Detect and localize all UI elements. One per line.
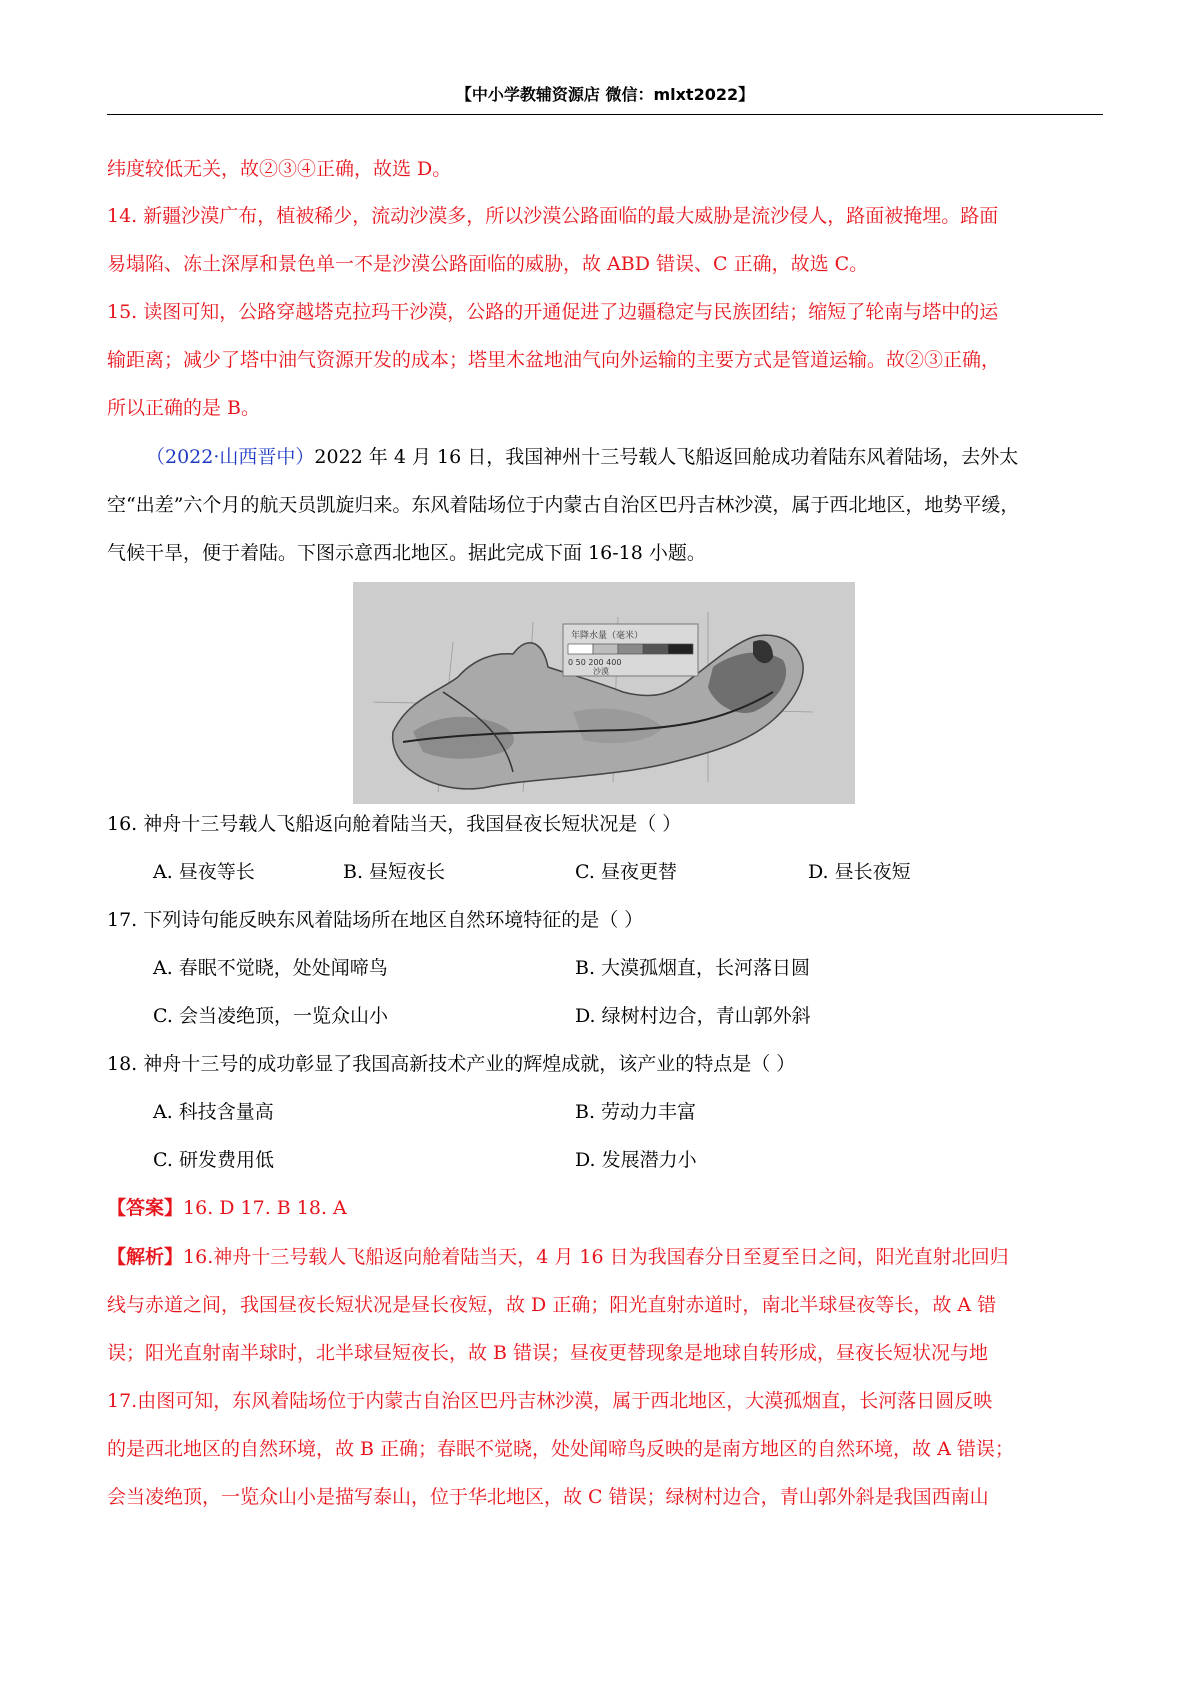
- answer-line: [107, 1199, 347, 1218]
- legend-title: 年降水量（毫米）: [571, 631, 644, 641]
- analysis-line4: 17.由图可知，东风着陆场位于内蒙古自治区巴丹吉林沙漠，属于西北地区，大漠孤烟直，长河落日圆反映: [107, 1390, 993, 1412]
- question-16-stem: 16. 神舟十三号载人飞船返向舱着陆当天，我国昼夜长短状况是（ ）: [107, 813, 682, 835]
- intro-line1-text: 2022 年 4 月 16 日，我国神州十三号载人飞船返回舱成功着陆东风着陆场，去外太: [314, 446, 1019, 468]
- header-divider: [107, 114, 1103, 115]
- analysis-label: 【解析】: [107, 1246, 184, 1268]
- analysis-line3: 误；阳光直射南半球时，北半球昼短夜长，故 B 错误；昼夜更替现象是地球自转形成，昼夜长短状况与地: [107, 1342, 989, 1364]
- intro-line3: 气候干旱，便于着陆。下图示意西北地区。据此完成下面 16-18 小题。: [107, 542, 706, 564]
- map-graphic: [353, 582, 855, 804]
- analysis-line1-text: 16.神舟十三号载人飞船返向舱着陆当天，4 月 16 日为我国春分日至夏至日之间，阳光直射北回归: [183, 1246, 1009, 1268]
- q18-option-a: A. 科技含量高: [153, 1101, 274, 1123]
- source-tag: （2022·山西晋中）: [146, 446, 315, 468]
- q16-option-c: C. 昼夜更替: [575, 861, 677, 883]
- analysis-line5: 的是西北地区的自然环境，故 B 正确；春眠不觉晓，处处闻啼鸟反映的是南方地区的自然环境，故 A 错误；: [107, 1438, 1014, 1460]
- q18-option-d: D. 发展潜力小: [575, 1149, 697, 1171]
- answer-label: 【答案】: [107, 1197, 184, 1219]
- analysis-q14-line2: 易塌陷、冻土深厚和景色单一不是沙漠公路面临的威胁，故 ABD 错误、C 正确，故选 C。: [107, 253, 869, 275]
- map-legend: [563, 624, 698, 676]
- q17-option-b: B. 大漠孤烟直，长河落日圆: [575, 957, 811, 979]
- legend-ticks: 0 50 200 400: [568, 658, 622, 667]
- legend-desert: 沙漠: [593, 667, 609, 676]
- question-18-stem: 18. 神舟十三号的成功彰显了我国高新技术产业的辉煌成就，该产业的特点是（ ）: [107, 1053, 796, 1075]
- q17-option-d: D. 绿树村边合，青山郭外斜: [575, 1005, 811, 1027]
- q18-option-b: B. 劳动力丰富: [575, 1101, 697, 1123]
- analysis-line2: 线与赤道之间，我国昼夜长短状况是昼长夜短，故 D 正确；阳光直射赤道时，南北半球昼夜等长，故 A 错: [107, 1294, 997, 1316]
- northwest-china-map: [353, 582, 855, 804]
- analysis-q15-line1: 15. 读图可知，公路穿越塔克拉玛干沙漠，公路的开通促进了边疆稳定与民族团结；缩短了轮南与塔中的运: [107, 301, 999, 323]
- analysis-q13-tail: 纬度较低无关，故②③④正确，故选 D。: [107, 158, 452, 180]
- analysis-q15-line2: 输距离；减少了塔中油气资源开发的成本；塔里木盆地油气向外运输的主要方式是管道运输。故②③正确，: [107, 349, 1001, 371]
- analysis-line6: 会当凌绝顶，一览众山小是描写泰山，位于华北地区，故 C 错误；绿树村边合，青山郭外斜是我国西南山: [107, 1486, 989, 1508]
- q16-option-b: B. 昼短夜长: [343, 861, 446, 883]
- answer-text: 16. D 17. B 18. A: [183, 1197, 347, 1219]
- analysis-q15-line3: 所以正确的是 B。: [107, 397, 261, 419]
- intro-line1: [146, 448, 1018, 467]
- q17-option-c: C. 会当凌绝顶，一览众山小: [153, 1005, 388, 1027]
- question-17-stem: 17. 下列诗句能反映东风着陆场所在地区自然环境特征的是（ ）: [107, 909, 644, 931]
- analysis-line1: [107, 1248, 1009, 1267]
- q17-option-a: A. 春眠不觉晓，处处闻啼鸟: [153, 957, 388, 979]
- analysis-q14-line1: 14. 新疆沙漠广布，植被稀少，流动沙漠多，所以沙漠公路面临的最大威胁是流沙侵人，路面被掩埋。路面: [107, 205, 999, 227]
- q16-option-d: D. 昼长夜短: [808, 861, 911, 883]
- intro-line2: 空“出差”六个月的航天员凯旋归来。东风着陆场位于内蒙古自治区巴丹吉林沙漠，属于西北地区，地势平缓，: [107, 494, 1020, 516]
- q18-option-c: C. 研发费用低: [153, 1149, 274, 1171]
- page-header: 【中小学教辅资源店 微信：mlxt2022】: [455, 85, 755, 104]
- q16-option-a: A. 昼夜等长: [153, 861, 255, 883]
